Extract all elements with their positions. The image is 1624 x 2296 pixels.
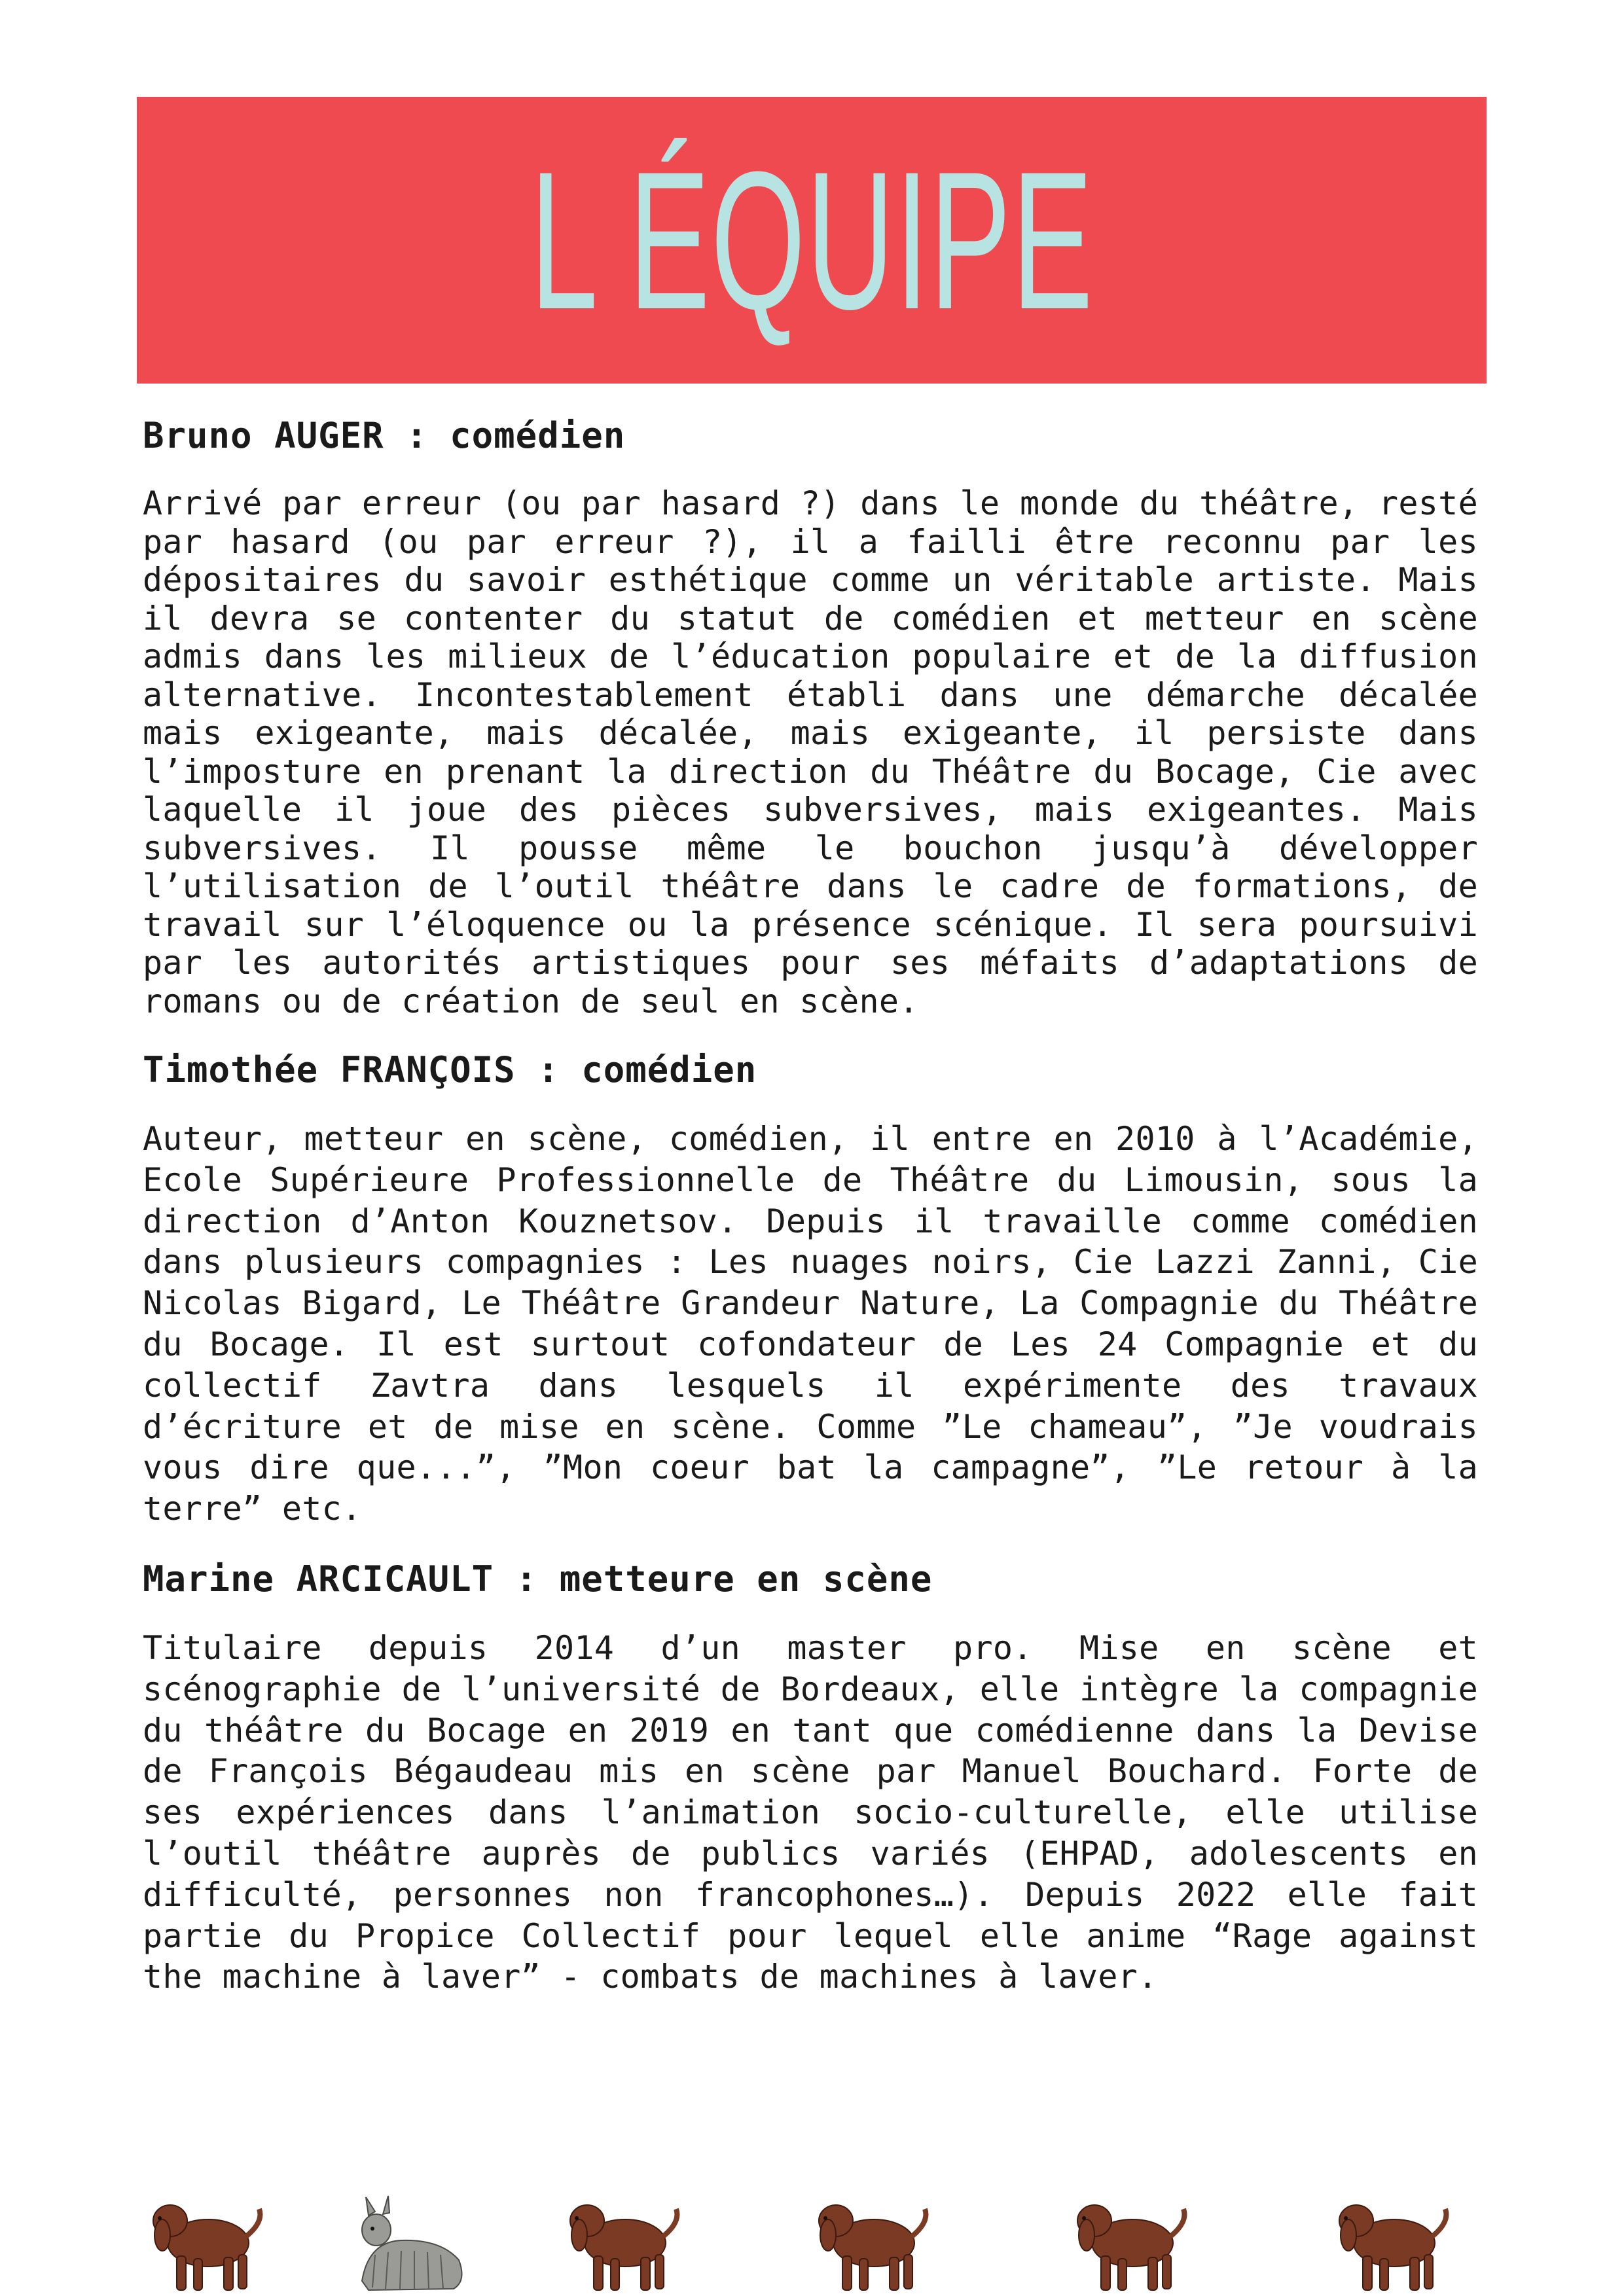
member-bruno (143, 412, 1478, 1020)
dog-icon (808, 2183, 939, 2296)
member-name: Bruno AUGER : comédien (143, 415, 626, 456)
dog-icon (1329, 2183, 1460, 2296)
dog-icon (1067, 2183, 1198, 2296)
member-name: Timothée FRANÇOIS : comédien (143, 1049, 757, 1090)
dog-icon (560, 2183, 691, 2296)
member-name: Marine ARCICAULT : metteure en scène (143, 1558, 933, 1600)
terrier-icon (342, 2183, 473, 2296)
dog-illustration-row (143, 2183, 1478, 2296)
member-bio: Auteur, metteur en scène, comédien, il entre en 2010 à l’Académie, Ecole Supérieure Professionnelle de Théâtre du Limousin, sous la direction d’Anton Kouznetsov. Depuis il travaille comme comédien dans plusieurs compagnies : Les nuages noirs, Cie Lazzi Zanni, Cie Nicolas Bigard, Le Théâtre Grandeur Nature, La Compagnie du Théâtre du Bocage. Il est surtout cofondateur de Les 24 Compagnie et du collectif Zavtra dans lesquels il expérimente des travaux d’écriture et de mise en scène. Comme ”Le chameau”, ”Je voudrais vous dire que...”, ”Mon coeur bat la campagne”, ”Le retour à la terre” etc. (143, 1120, 1478, 1528)
member-bio: Arrivé par erreur (ou par hasard ?) dans le monde du théâtre, resté par hasard (ou par erreur ?), il a failli être reconnu par les dépositaires du savoir esthétique comme un véritable artiste. Mais il devra se contenter du statut de comédien et metteur en scène admis dans les milieux de l’éducation populaire et de la diffusion alternative. Incontestablement établi dans une démarche décalée mais exigeante, mais décalée, mais exigeante, il persiste dans l’imposture en prenant la direction du Théâtre du Bocage, Cie avec laquelle il joue des pièces subversives, mais exigeantes. Mais subversives. Il pousse même le bouchon jusqu’à développer l’utilisation de l’outil théâtre dans le cadre de formations, de travail sur l’éloquence ou la présence scénique. Il sera poursuivi par les autorités artistiques pour ses méfaits d’adaptations de romans ou de création de seul en scène. (143, 484, 1478, 1020)
dog-icon (143, 2183, 274, 2296)
member-bio: Titulaire depuis 2014 d’un master pro. Mise en scène et scénographie de l’université de Bordeaux, elle intègre la compagnie du théâtre du Bocage en 2019 en tant que comédienne dans la Devise de François Bégaudeau mis en scène par Manuel Bouchard. Forte de ses expériences dans l’animation socio-culturelle, elle utilise l’outil théâtre auprès de publics variés (EHPAD, adolescents en difficulté, personnes non francophones…). Depuis 2022 elle fait partie du Propice Collectif pour lequel elle anime “Rage against the machine à laver” - combats de machines à laver. (143, 1628, 1478, 1996)
page-title: L ÉQUIPE (530, 130, 1094, 350)
team-section (143, 412, 1478, 2024)
member-marine (143, 1556, 1478, 1998)
title-banner (137, 97, 1487, 384)
member-timothee (143, 1047, 1478, 1530)
